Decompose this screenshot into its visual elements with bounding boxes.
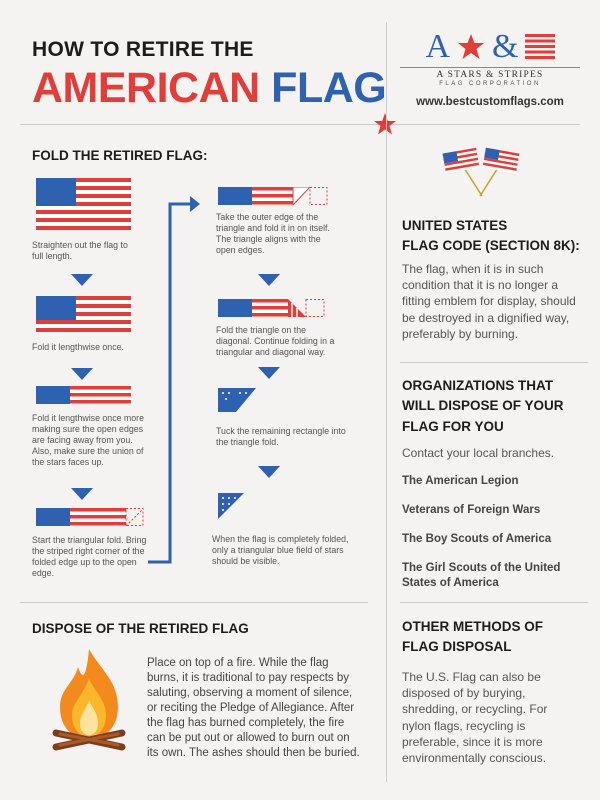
flag-icon bbox=[36, 386, 131, 404]
crossed-flags-icon bbox=[442, 146, 520, 198]
organizations-heading-line2: WILL DISPOSE OF YOUR bbox=[402, 398, 564, 414]
fold-step-6-text: Fold the triangle on the diagonal. Continue folding in a triangular and diagonal way. bbox=[216, 325, 335, 357]
flag-icon bbox=[36, 178, 131, 230]
stripes-icon bbox=[525, 34, 555, 60]
fold-step-4-text: Start the triangular fold. Bring the striped right corner of the folded edge up to the open edge. bbox=[32, 535, 147, 578]
flag-icon bbox=[36, 296, 131, 332]
organizations-heading-line3: FLAG FOR YOU bbox=[402, 418, 504, 434]
arrow-down-icon bbox=[258, 367, 280, 379]
flag-icon bbox=[218, 299, 328, 317]
right-divider-2 bbox=[400, 602, 588, 603]
fold-step-3-text: Fold it lengthwise once more making sure the open edges are facing away from you. Also, make sure the union of the stars faces up. bbox=[32, 413, 144, 467]
column-divider bbox=[386, 22, 387, 782]
org-item: The Girl Scouts of the United States of America bbox=[402, 562, 561, 589]
flag-icon bbox=[36, 508, 144, 526]
flag-code-heading bbox=[402, 216, 580, 257]
arrow-down-icon bbox=[71, 368, 93, 380]
website-link[interactable]: www.bestcustomflags.com bbox=[416, 96, 564, 108]
fire-icon bbox=[48, 645, 130, 755]
org-item: The Boy Scouts of America bbox=[402, 533, 552, 545]
dispose-heading: DISPOSE OF THE RETIRED FLAG bbox=[32, 621, 249, 636]
other-methods-heading-line1: OTHER METHODS OF bbox=[402, 619, 543, 634]
flag-icon bbox=[218, 493, 244, 519]
other-methods-heading bbox=[402, 617, 543, 658]
other-methods-body: The U.S. Flag can also be disposed of by burying, shredding, or recycling. For nylon flags, recycling is preferable, since it is more environmentally conscious. bbox=[402, 670, 548, 765]
flag-code-heading-line2: FLAG CODE (SECTION 8K): bbox=[402, 238, 580, 254]
logo-company-sub: FLAG CORPORATION bbox=[439, 81, 541, 87]
fold-step-2-text: Fold it lengthwise once. bbox=[32, 342, 124, 352]
fold-step-1-text: Straighten out the flag to full length. bbox=[32, 240, 128, 261]
star-icon bbox=[373, 112, 397, 136]
page-title-line1: HOW TO RETIRE THE bbox=[32, 38, 254, 61]
fold-step-8-text: When the flag is completely folded, only a triangular blue field of stars should be visible. bbox=[212, 534, 349, 566]
flag-code-heading-line1: UNITED STATES bbox=[402, 218, 508, 233]
dispose-divider bbox=[20, 602, 368, 603]
arrow-down-icon bbox=[71, 274, 93, 286]
dispose-body: Place on top of a fire. While the flag burns, it is traditional to pay respects by saluting, observing a moment of silence, or reciting the Pledge of Allegiance. After the flag has burned completely, the fire can be put out or allowed to burn out on its own. The ashes should then be buried. bbox=[147, 657, 360, 759]
logo-letter-a: A bbox=[425, 28, 451, 65]
org-item: Veterans of Foreign Wars bbox=[402, 504, 541, 516]
title-word-american: AMERICAN bbox=[32, 64, 260, 112]
logo-company-name: A STARS & STRIPES bbox=[400, 67, 580, 80]
company-logo bbox=[400, 30, 580, 87]
flag-code-body: The flag, when it is in such condition that it is no longer a fitting emblem for display, should be destroyed in a dignified way, preferably by burning. bbox=[402, 262, 576, 341]
flag-icon bbox=[218, 187, 328, 205]
flag-icon bbox=[218, 388, 258, 412]
right-divider-1 bbox=[400, 362, 588, 363]
fold-step-7-text: Tuck the remaining rectangle into the triangle fold. bbox=[216, 426, 346, 447]
arrow-down-icon bbox=[71, 488, 93, 500]
connector-arrow-icon bbox=[148, 190, 200, 570]
fold-section-heading: FOLD THE RETIRED FLAG: bbox=[32, 148, 208, 163]
page-title-line2 bbox=[32, 64, 386, 113]
star-icon bbox=[456, 32, 486, 62]
logo-ampersand: & bbox=[492, 28, 519, 65]
title-word-flag: FLAG bbox=[271, 64, 387, 112]
org-item: The American Legion bbox=[402, 475, 519, 487]
organizations-heading bbox=[402, 376, 564, 437]
organizations-heading-line1: ORGANIZATIONS THAT bbox=[402, 378, 553, 393]
organizations-intro: Contact your local branches. bbox=[402, 446, 555, 460]
fold-step-5-text: Take the outer edge of the triangle and fold it in on itself. The triangle aligns with the open edges. bbox=[216, 212, 330, 255]
top-divider bbox=[20, 124, 580, 125]
arrow-down-icon bbox=[258, 274, 280, 286]
other-methods-heading-line2: FLAG DISPOSAL bbox=[402, 639, 512, 655]
arrow-down-icon bbox=[258, 466, 280, 478]
